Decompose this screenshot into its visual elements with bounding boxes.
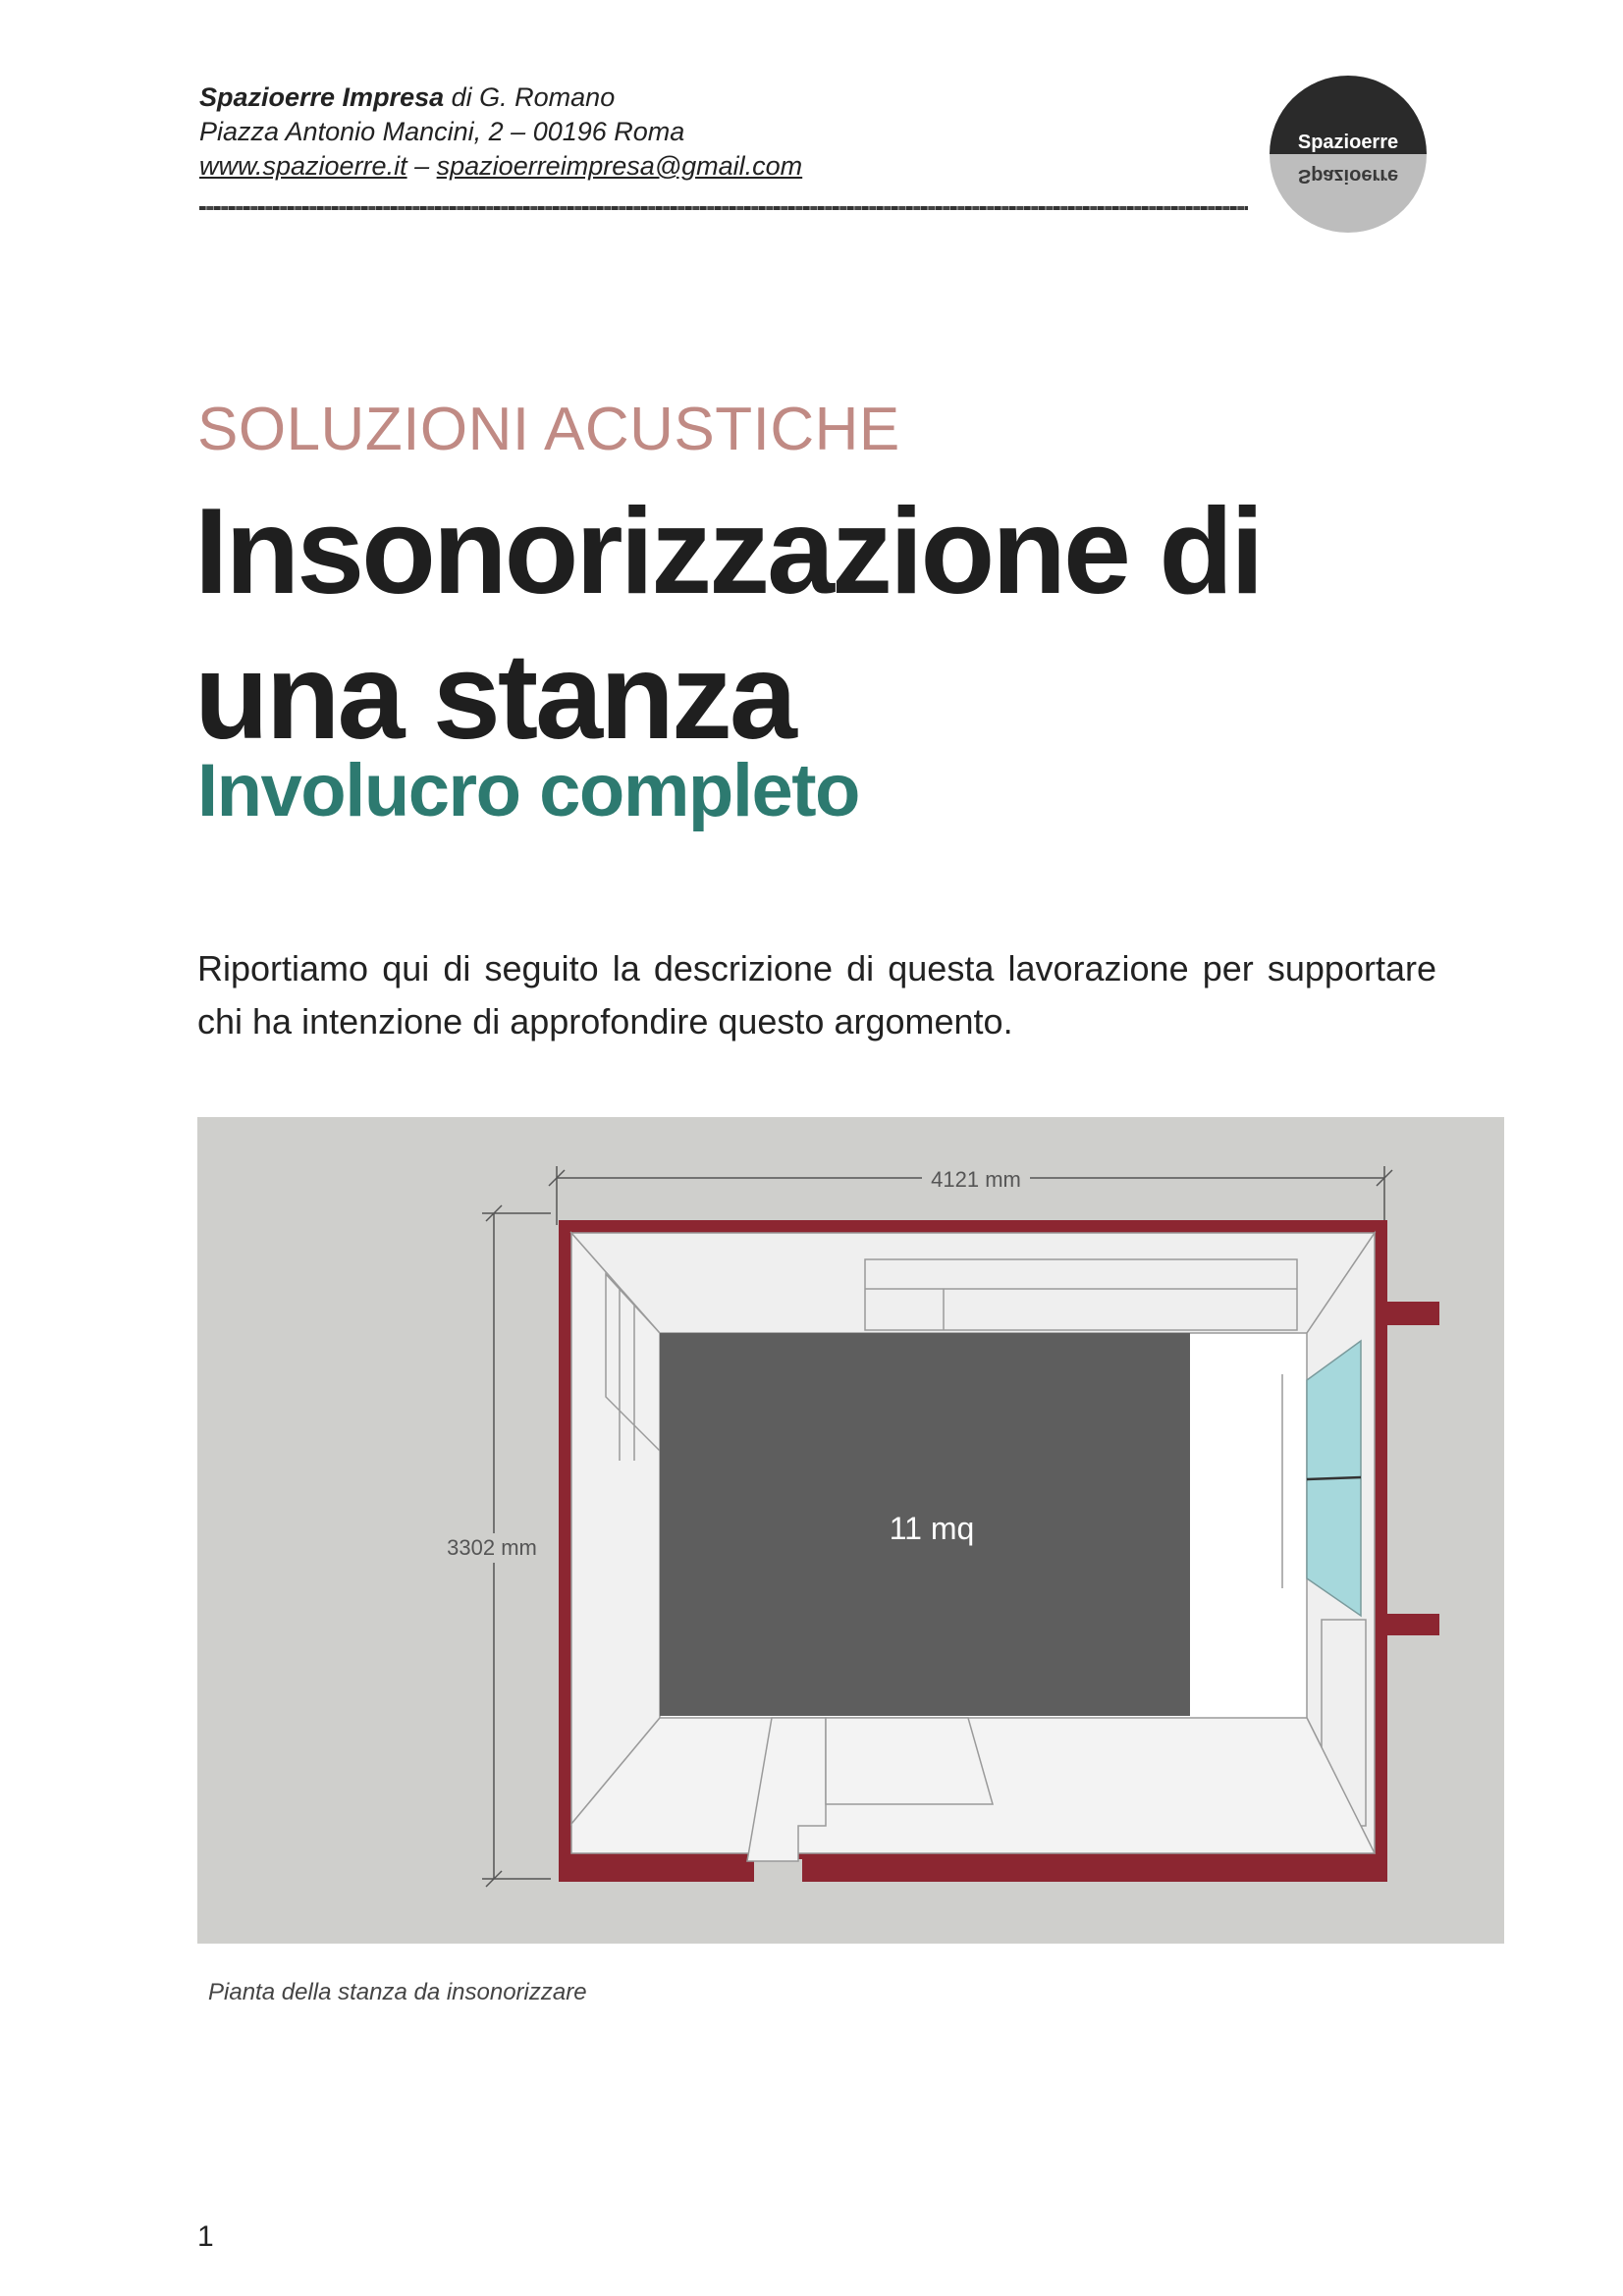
company-owner: di G. Romano [451, 82, 616, 112]
logo-mirrored-text: Spazioerre [1297, 165, 1399, 187]
width-label: 4121 mm [931, 1167, 1021, 1192]
email-link[interactable]: spazioerreimpresa@gmail.com [436, 151, 803, 181]
height-label: 3302 mm [447, 1535, 537, 1560]
page-number: 1 [197, 2220, 214, 2253]
floor-plan-figure [197, 1117, 1504, 1944]
top-wall-cabinets [571, 1233, 1375, 1333]
section-kicker: SOLUZIONI ACUSTICHE [197, 396, 900, 463]
letterhead [199, 80, 802, 184]
contact-separator: – [414, 151, 430, 181]
area-label: 11 mq [889, 1511, 975, 1546]
company-logo [1270, 76, 1427, 233]
company-address: Piazza Antonio Mancini, 2 – 00196 Roma [199, 117, 685, 146]
title-line-2: una stanza [194, 629, 794, 765]
bottom-wall [571, 1718, 1375, 1861]
page-title [194, 479, 1471, 770]
figure-caption: Pianta della stanza da insonorizzare [208, 1979, 587, 2005]
page-subtitle: Involucro completo [197, 749, 859, 832]
company-name: Spazioerre Impresa [199, 82, 445, 112]
header-divider [199, 206, 1248, 210]
intro-paragraph: Riportiamo qui di seguito la descrizione di questa lavorazione per supportare chi ha intenzione di approfondire questo argomento. [197, 948, 1436, 1041]
logo-text: Spazioerre [1297, 132, 1399, 153]
title-line-1: Insonorizzazione di [194, 484, 1262, 619]
contact-line [199, 149, 802, 184]
company-line [199, 80, 802, 115]
website-link[interactable]: www.spazioerre.it [199, 151, 407, 181]
